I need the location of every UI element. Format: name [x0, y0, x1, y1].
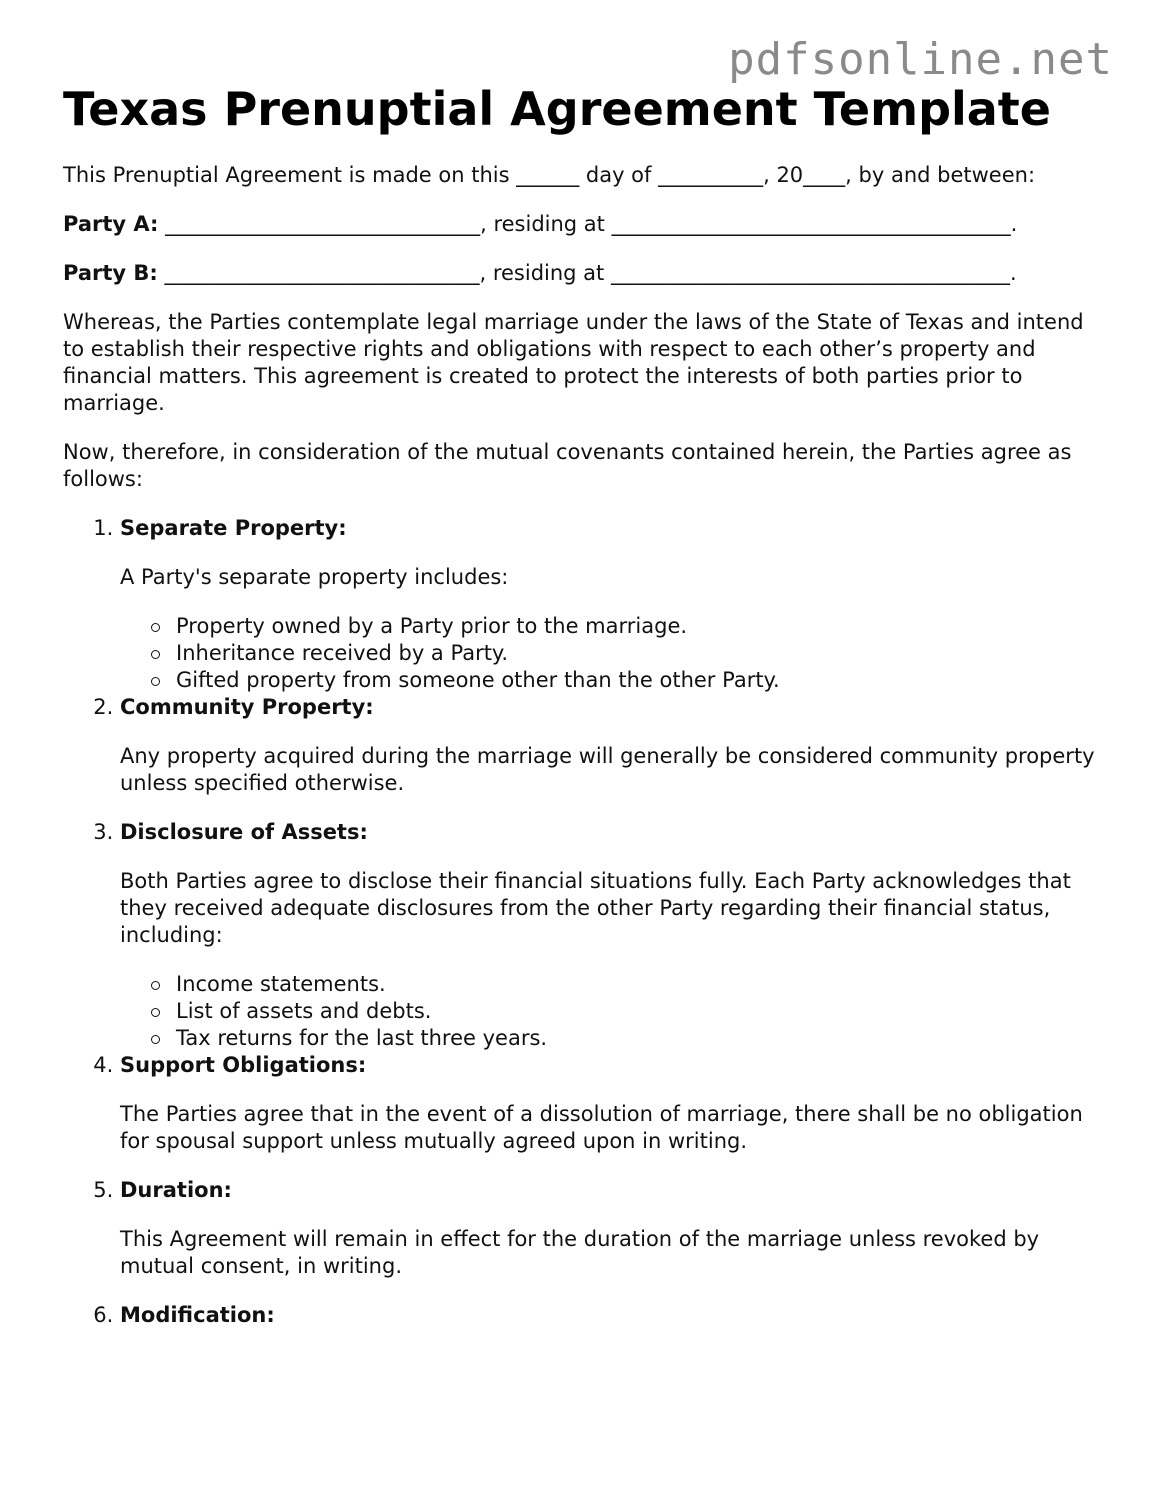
- section-body: A Party's separate property includes:: [120, 565, 509, 589]
- document-title: Texas Prenuptial Agreement Template: [63, 82, 1051, 136]
- section-separate-property: [120, 515, 1103, 694]
- section-body: Any property acquired during the marriage will generally be considered community property unless specified otherwise.: [120, 744, 1095, 795]
- section-community-property: [120, 694, 1103, 797]
- document-page: [63, 80, 1103, 1351]
- section-modification: [120, 1302, 1103, 1329]
- sub-list: [120, 613, 1103, 694]
- party-b-blanks: ______________________________, residing at ______________________________________.: [157, 261, 1017, 285]
- party-a-blanks: ______________________________, residing at ______________________________________.: [158, 212, 1018, 236]
- section-title: 5. Duration:: [120, 1178, 232, 1202]
- section-title: 6. Modification:: [120, 1303, 275, 1327]
- now-therefore-paragraph: Now, therefore, in consideration of the mutual covenants contained herein, the Parties agree as follows:: [63, 440, 1072, 491]
- list-item: List of assets and debts.: [176, 998, 1103, 1025]
- section-duration: [120, 1177, 1103, 1280]
- list-item: Gifted property from someone other than the other Party.: [176, 667, 1103, 694]
- list-item: Property owned by a Party prior to the marriage.: [176, 613, 1103, 640]
- party-b-label: Party B:: [63, 261, 158, 285]
- section-body: The Parties agree that in the event of a dissolution of marriage, there shall be no obligation for spousal support unless mutually agreed upon in writing.: [120, 1102, 1083, 1153]
- section-title: 3. Disclosure of Assets:: [120, 820, 368, 844]
- party-a-label: Party A:: [63, 212, 159, 236]
- section-disclosure-of-assets: [120, 819, 1103, 1052]
- whereas-paragraph: Whereas, the Parties contemplate legal marriage under the laws of the State of Texas and intend to establish their respective rights and obligations with respect to each other’s property and financial matters. This agreement is created to protect the interests of both parties prior to marriage.: [63, 310, 1084, 415]
- watermark: pdfsonline.net: [728, 34, 1113, 85]
- section-title: 4. Support Obligations:: [120, 1053, 367, 1077]
- section-body: Both Parties agree to disclose their financial situations fully. Each Party acknowledges that they received adequate disclosures from the other Party regarding their financial status, including:: [120, 869, 1071, 947]
- sub-list: [120, 971, 1103, 1052]
- list-item: Income statements.: [176, 971, 1103, 998]
- intro-paragraph: This Prenuptial Agreement is made on this ______ day of __________, 20____, by and between:: [63, 163, 1036, 187]
- section-support-obligations: [120, 1052, 1103, 1155]
- section-body: This Agreement will remain in effect for the duration of the marriage unless revoked by mutual consent, in writing.: [120, 1227, 1040, 1278]
- list-item: Tax returns for the last three years.: [176, 1025, 1103, 1052]
- section-title: 1. Separate Property:: [120, 516, 347, 540]
- list-item: Inheritance received by a Party.: [176, 640, 1103, 667]
- party-b-line: [63, 260, 1103, 287]
- section-title: 2. Community Property:: [120, 695, 374, 719]
- party-a-line: [63, 211, 1103, 238]
- sections-list: [63, 515, 1103, 1329]
